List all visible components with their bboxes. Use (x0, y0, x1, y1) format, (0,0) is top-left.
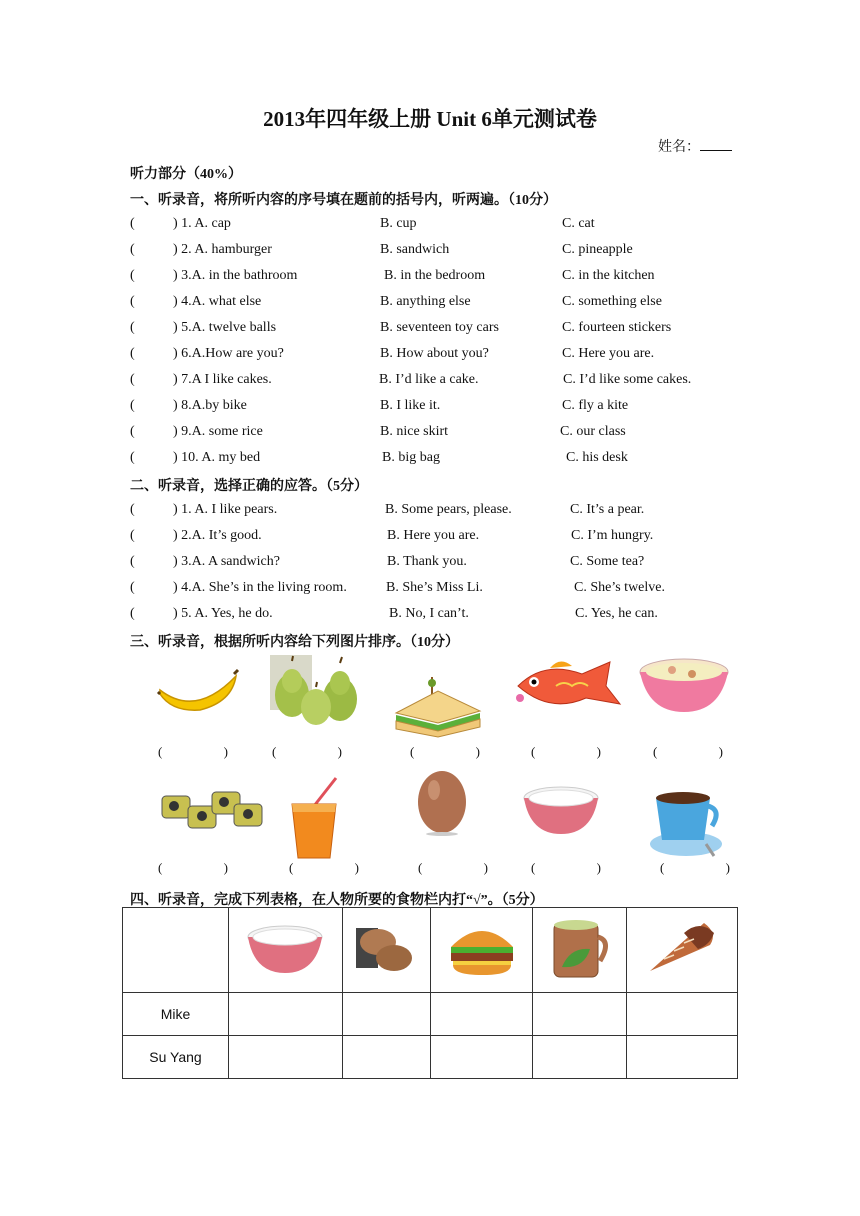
answer-cell[interactable] (430, 1036, 532, 1079)
question-row (130, 343, 740, 365)
question-option-b: B. Here you are. (387, 528, 480, 543)
question-option-b: B. seventeen toy cars (380, 320, 499, 335)
answer-paren-open[interactable]: ( (130, 346, 135, 361)
question-option-c: C. fourteen stickers (562, 320, 672, 335)
noodle-bowl-icon (638, 656, 730, 714)
bracket-close: ) (596, 860, 601, 875)
question-option-c: C. our class (560, 424, 626, 439)
question-option-b: B. nice skirt (380, 424, 449, 439)
question-option-b: B. Some pears, please. (385, 502, 512, 517)
question-row (130, 213, 740, 235)
listening-part-heading: 听力部分（40%） (130, 167, 242, 182)
question-option-c: C. Yes, he can. (575, 606, 658, 621)
question-option-c: C. pineapple (562, 242, 633, 257)
question-option-c: C. It’s a pear. (570, 502, 645, 517)
tea-cup-icon (548, 917, 612, 981)
bracket-open: ( (653, 744, 658, 759)
bracket-close: ) (475, 744, 480, 759)
question-option-b: B. She’s Miss Li. (386, 580, 483, 595)
answer-cell[interactable] (627, 1036, 738, 1079)
name-field (658, 136, 732, 156)
question-option-a: ) 9.A. some rice (173, 424, 263, 439)
section3-heading: 三、听录音，根据所听内容给下列图片排序。（10分） (130, 635, 459, 650)
bracket-open: ( (531, 744, 536, 759)
answer-paren-open[interactable]: ( (130, 216, 135, 231)
answer-paren-open[interactable]: ( (130, 606, 135, 621)
food-table (122, 907, 738, 1079)
question-option-a: ) 1. A. cap (173, 216, 231, 231)
question-option-b: B. No, I can’t. (389, 606, 469, 621)
hamburger-icon (447, 921, 517, 977)
question-row (130, 447, 740, 469)
question-row (130, 239, 740, 261)
answer-paren-open[interactable]: ( (130, 372, 135, 387)
answer-paren-open[interactable]: ( (130, 450, 135, 465)
question-option-b: B. I’d like a cake. (379, 372, 479, 387)
bracket-open: ( (531, 860, 536, 875)
bracket-close: ) (354, 860, 359, 875)
bracket-close: ) (223, 860, 228, 875)
person-name-cell: Su Yang (123, 1036, 229, 1079)
person-name-cell: Mike (123, 993, 229, 1036)
answer-cell[interactable] (533, 993, 627, 1036)
table-header-row (123, 908, 738, 993)
fish-icon (510, 656, 624, 714)
answer-paren-open[interactable]: ( (130, 398, 135, 413)
question-option-c: C. something else (562, 294, 662, 309)
question-option-a: ) 3.A. in the bathroom (173, 268, 298, 283)
bracket-open: ( (418, 860, 423, 875)
question-row (130, 421, 740, 443)
coffee-cup-icon (648, 788, 726, 860)
ice-cream-icon (644, 919, 720, 979)
table-header-cell (342, 908, 430, 993)
bracket-open: ( (410, 744, 415, 759)
question-option-a: ) 7.A I like cakes. (173, 372, 272, 387)
table-row (123, 1036, 738, 1079)
question-row (130, 499, 740, 521)
answer-cell[interactable] (627, 993, 738, 1036)
question-option-b: B. cup (380, 216, 417, 231)
question-row (130, 525, 740, 547)
question-option-c: C. She’s twelve. (574, 580, 665, 595)
answer-cell[interactable] (533, 1036, 627, 1079)
question-option-b: B. anything else (380, 294, 471, 309)
question-row (130, 317, 740, 339)
name-label: 姓名： (658, 140, 700, 155)
question-option-a: ) 1. A. I like pears. (173, 502, 278, 517)
question-option-c: C. I’d like some cakes. (563, 372, 692, 387)
question-option-b: B. How about you? (380, 346, 489, 361)
question-option-b: B. big bag (382, 450, 440, 465)
answer-cell[interactable] (229, 1036, 343, 1079)
bracket-open: ( (289, 860, 294, 875)
answer-paren-open[interactable]: ( (130, 424, 135, 439)
question-option-a: ) 4.A. She’s in the living room. (173, 580, 347, 595)
section2-heading: 二、听录音，选择正确的应答。（5分） (130, 479, 368, 494)
question-option-b: B. sandwich (380, 242, 450, 257)
question-option-a: ) 2. A. hamburger (173, 242, 272, 257)
question-row (130, 265, 740, 287)
table-corner-cell (123, 908, 229, 993)
bracket-open: ( (272, 744, 277, 759)
eggs-icon (356, 924, 416, 974)
table-header-cell (627, 908, 738, 993)
juice-icon (286, 776, 342, 860)
question-option-a: ) 3.A. A sandwich? (173, 554, 280, 569)
bracket-open: ( (158, 860, 163, 875)
question-option-b: B. Thank you. (387, 554, 467, 569)
question-row (130, 291, 740, 313)
bracket-close: ) (596, 744, 601, 759)
egg-icon (414, 764, 470, 836)
answer-paren-open[interactable]: ( (130, 502, 135, 517)
bracket-close: ) (725, 860, 730, 875)
question-option-c: C. cat (562, 216, 595, 231)
question-option-c: C. I’m hungry. (571, 528, 654, 543)
banana-icon (156, 664, 240, 714)
name-blank[interactable] (700, 138, 732, 151)
answer-paren-open[interactable]: ( (130, 294, 135, 309)
answer-cell[interactable] (342, 993, 430, 1036)
question-row (130, 395, 740, 417)
question-option-c: C. in the kitchen (562, 268, 655, 283)
answer-paren-open[interactable]: ( (130, 242, 135, 257)
candies-icon (158, 786, 266, 834)
rice-bowl-icon (246, 923, 324, 975)
bracket-close: ) (483, 860, 488, 875)
section1-heading: 一、听录音，将所听内容的序号填在题前的括号内，听两遍。（10分） (130, 193, 557, 208)
question-option-b: B. in the bedroom (384, 268, 486, 283)
question-row (130, 577, 740, 599)
question-option-a: ) 5.A. twelve balls (173, 320, 277, 335)
bracket-open: ( (660, 860, 665, 875)
question-option-c: C. his desk (566, 450, 628, 465)
rice-bowl-icon (522, 784, 600, 836)
bracket-close: ) (223, 744, 228, 759)
answer-paren-open[interactable]: ( (130, 528, 135, 543)
table-header-cell (229, 908, 343, 993)
question-option-a: ) 6.A.How are you? (173, 346, 284, 361)
answer-paren-open[interactable]: ( (130, 554, 135, 569)
question-option-a: ) 2.A. It’s good. (173, 528, 262, 543)
question-row (130, 551, 740, 573)
question-option-a: ) 10. A. my bed (173, 450, 261, 465)
answer-paren-open[interactable]: ( (130, 268, 135, 283)
question-option-b: B. I like it. (380, 398, 441, 413)
bracket-close: ) (718, 744, 723, 759)
bracket-close: ) (337, 744, 342, 759)
question-option-c: C. Some tea? (570, 554, 645, 569)
table-header-cell (533, 908, 627, 993)
table-row (123, 993, 738, 1036)
answer-cell[interactable] (342, 1036, 430, 1079)
answer-cell[interactable] (229, 993, 343, 1036)
page-title: 2013年四年级上册 Unit 6单元测试卷 (263, 107, 597, 131)
sandwich-icon (392, 677, 484, 739)
answer-cell[interactable] (430, 993, 532, 1036)
answer-paren-open[interactable]: ( (130, 580, 135, 595)
question-option-c: C. Here you are. (562, 346, 655, 361)
bracket-open: ( (158, 744, 163, 759)
question-option-a: ) 5. A. Yes, he do. (173, 606, 273, 621)
question-option-c: C. fly a kite (562, 398, 629, 413)
table-header-cell (430, 908, 532, 993)
question-row (130, 603, 740, 625)
question-row (130, 369, 740, 391)
pears-icon (270, 655, 360, 727)
section4-heading: 四、听录音，完成下列表格，在人物所要的食物栏内打“√”。（5分） (130, 893, 544, 908)
question-option-a: ) 8.A.by bike (173, 398, 247, 413)
question-option-a: ) 4.A. what else (173, 294, 262, 309)
answer-paren-open[interactable]: ( (130, 320, 135, 335)
